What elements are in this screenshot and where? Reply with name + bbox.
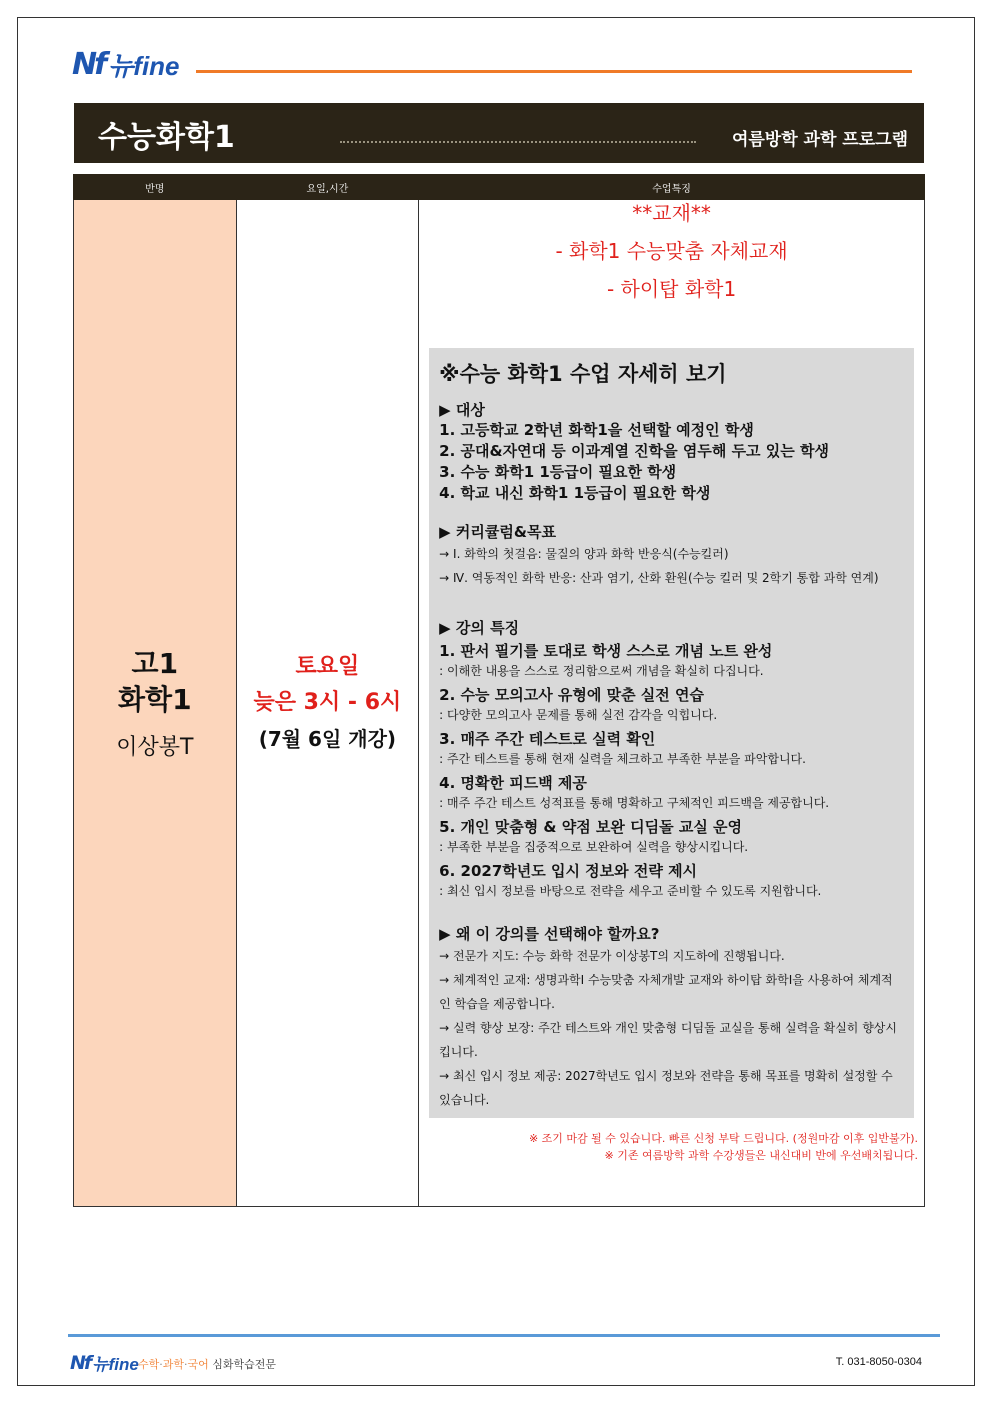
notice-line: ※ 기존 여름방학 과학 수강생들은 내신대비 반에 우선배치됩니다.	[604, 1149, 918, 1162]
class-name-cell	[74, 200, 237, 1207]
class-teacher: 이상봉T	[116, 734, 194, 760]
target-item: 1. 고등학교 2학년 화학1을 선택할 예정인 학생	[439, 421, 754, 439]
schedule-time: 늦은 3시 - 6시	[253, 690, 402, 715]
feature-desc: : 이해한 내용을 스스로 정리함으로써 개념을 확실히 다집니다.	[439, 664, 764, 678]
feature-title: 4. 명확한 피드백 제공	[439, 774, 587, 792]
detail-box	[429, 348, 914, 1118]
tag-science: 과학	[162, 1358, 185, 1371]
footer-brand-mark: Nf	[70, 1351, 91, 1374]
schedule-open-date: (7월 6일 개강)	[258, 727, 397, 751]
tag-korean: 국어	[187, 1358, 209, 1371]
features-cell	[419, 200, 925, 1207]
feature-desc: : 다양한 모의고사 문제를 통해 실전 감각을 익힙니다.	[439, 708, 718, 722]
page-subtitle: 여름방학 과학 프로그램	[731, 130, 908, 150]
class-subject: 화학1	[118, 682, 192, 716]
title-dotted-leader	[340, 141, 696, 143]
why-item: → 실력 향상 보장: 주간 테스트와 개인 맞춤형 디딤돌 교실을 통해 실력을 확실히 향상시킵니다.	[439, 1021, 897, 1059]
target-item: 3. 수능 화학1 1등급이 필요한 학생	[439, 463, 677, 481]
brand-mark: Nf	[72, 47, 105, 82]
footer-logo	[70, 1350, 139, 1375]
footer-tagline: 수학·과학·국어 심화학습전문	[138, 1358, 277, 1371]
feature-title: 2. 수능 모의고사 유형에 맞춘 실전 연습	[439, 686, 704, 704]
schedule-day: 토요일	[295, 654, 360, 679]
column-header: 수업특징	[419, 175, 925, 200]
target-item: 4. 학교 내신 화학1 1등급이 필요한 학생	[439, 484, 711, 502]
feature-desc: : 최신 입시 정보를 바탕으로 전략을 세우고 준비할 수 있도록 지원합니다.	[439, 884, 822, 898]
table-row	[74, 200, 925, 1207]
target-item: 2. 공대&자연대 등 이과계열 진학을 염두해 두고 있는 학생	[439, 442, 829, 460]
class-table	[73, 174, 925, 1207]
textbook-item: - 하이탑 화학1	[606, 277, 737, 301]
page-title: 수능화학1	[98, 120, 235, 155]
feature-title: 5. 개인 맞춤형 & 약점 보완 디딤돌 교실 운영	[439, 818, 743, 836]
why-item: → 최신 입시 정보 제공: 2027학년도 입시 정보와 전략을 통해 목표를 명확히 설정할 수 있습니다.	[439, 1069, 893, 1107]
column-header: 반명	[74, 175, 237, 200]
footer-phone: T. 031-8050-0304	[835, 1356, 922, 1368]
feature-title: 1. 판서 필기를 토대로 학생 스스로 개념 노트 완성	[439, 642, 773, 660]
header-rule	[196, 70, 912, 73]
notice	[419, 1118, 924, 1166]
schedule-cell	[236, 200, 419, 1207]
target-heading: ▶ 대상	[439, 401, 485, 419]
footer-brand-word: 뉴fine	[92, 1355, 139, 1374]
curriculum-heading: ▶ 커리큘럼&목표	[439, 523, 556, 541]
feature-title: 3. 매주 주간 테스트로 실력 확인	[439, 730, 656, 748]
brand-logo	[72, 46, 180, 83]
textbook-list	[419, 194, 924, 344]
footer-rule	[68, 1334, 940, 1337]
feature-desc: : 주간 테스트를 통해 현재 실력을 체크하고 부족한 부분을 파악합니다.	[439, 752, 806, 766]
column-header: 요일,시간	[236, 175, 419, 200]
notice-line: ※ 조기 마감 될 수 있습니다. 빠른 신청 부탁 드립니다. (정원마감 이후 입반불가).	[528, 1132, 918, 1145]
detail-title: ※수능 화학1 수업 자세히 보기	[439, 362, 727, 386]
curriculum-item: → Ⅰ. 화학의 첫걸음: 물질의 양과 화학 반응식(수능킬러)	[439, 547, 729, 561]
tag-math: 수학	[138, 1358, 160, 1371]
why-heading: ▶ 왜 이 강의를 선택해야 할까요?	[439, 925, 660, 943]
feature-desc: : 부족한 부분을 집중적으로 보완하여 실력을 향상시킵니다.	[439, 840, 749, 854]
why-item: → 전문가 지도: 수능 화학 전문가 이상봉T의 지도하에 진행됩니다.	[439, 949, 785, 963]
textbook-item: - 화학1 수능맞춤 자체교재	[555, 239, 788, 263]
feature-title: 6. 2027학년도 입시 정보와 전략 제시	[439, 862, 698, 880]
textbook-heading: **교재**	[632, 201, 711, 225]
feature-desc: : 매주 주간 테스트 성적표를 통해 명확하고 구체적인 피드백을 제공합니다.	[439, 796, 830, 810]
features-heading: ▶ 강의 특징	[439, 619, 520, 637]
class-grade: 고1	[131, 646, 179, 680]
brand-word: 뉴fine	[108, 51, 180, 81]
why-item: → 체계적인 교재: 생명과학Ⅰ 수능맞춤 자체개발 교재와 하이탑 화학Ⅰ을 사용하여 체계적인 학습을 제공합니다.	[439, 973, 893, 1011]
tag-specialty: 심화학습전문	[212, 1358, 277, 1371]
title-bar	[74, 103, 924, 163]
curriculum-item: → Ⅳ. 역동적인 화학 반응: 산과 염기, 산화 환원(수능 킬러 및 2학기 통합 과학 연계)	[439, 571, 879, 585]
